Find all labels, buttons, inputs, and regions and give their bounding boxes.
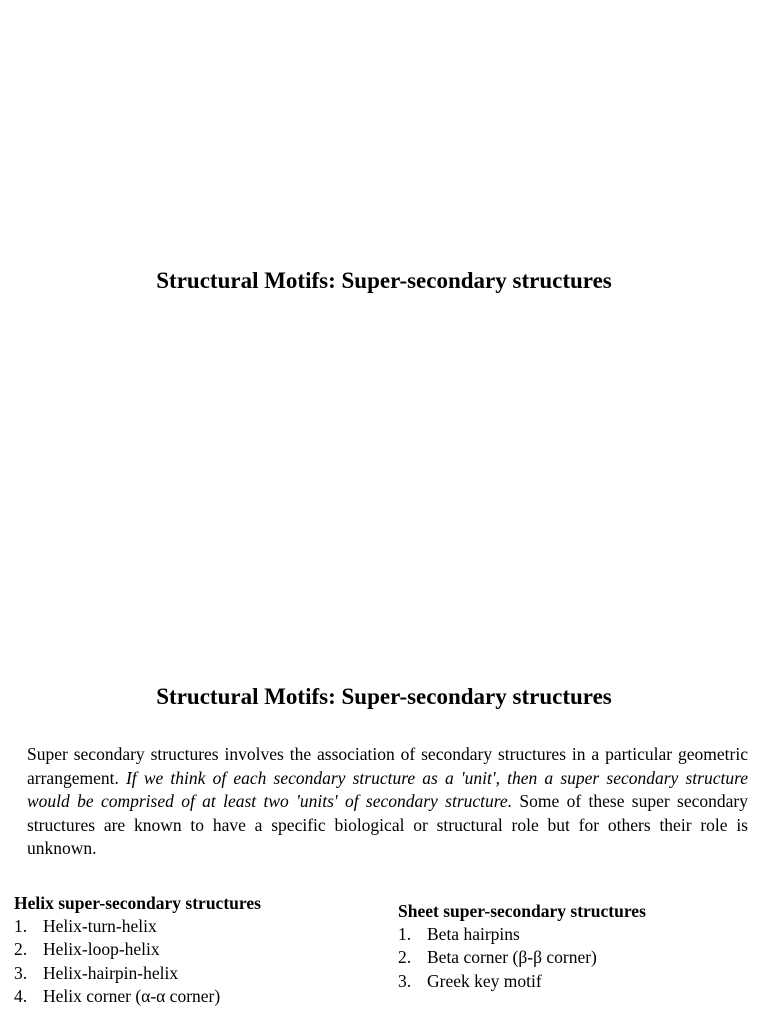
item-text: Helix-hairpin-helix (43, 962, 179, 983)
slide-title: Structural Motifs: Super-secondary structures (156, 268, 612, 293)
list-item (398, 923, 728, 946)
item-text: Helix-loop-helix (43, 939, 160, 960)
item-number: 3. (14, 962, 28, 983)
item-number: 1. (398, 924, 412, 945)
intro-paragraph (27, 743, 748, 861)
list-item (398, 946, 728, 969)
list-item (14, 938, 344, 961)
sheet-heading: Sheet super-secondary structures (398, 901, 646, 921)
section-title: Structural Motifs: Super-secondary structures (156, 684, 612, 709)
intro-text-italic: If we think of each secondary structure as a 'unit', then a super secondary structure would be comprised of at least two 'units' of secondary structure. (27, 767, 748, 812)
item-text: Greek key motif (427, 970, 542, 991)
item-text: Helix corner (α-α corner) (43, 985, 221, 1006)
item-text: Helix-turn-helix (43, 916, 157, 937)
item-number: 1. (14, 916, 28, 937)
list-item (14, 985, 344, 1008)
item-number: 2. (14, 939, 28, 960)
intro-text-end: Some of these super secondary structures are known to have a specific biological or structural role but for others their role is unknown. (27, 791, 748, 859)
list-item (398, 970, 728, 993)
helix-items (14, 915, 344, 1008)
item-number: 2. (398, 947, 412, 968)
helix-structures-list (14, 892, 344, 1008)
item-number: 4. (14, 985, 28, 1006)
item-text: Beta corner (β-β corner) (427, 947, 597, 968)
helix-heading: Helix super-secondary structures (14, 893, 261, 913)
sheet-items (398, 923, 728, 993)
item-number: 3. (398, 970, 412, 991)
sheet-structures-list (398, 900, 728, 993)
item-text: Beta hairpins (427, 924, 520, 945)
list-item (14, 962, 344, 985)
intro-text-start: Super secondary structures involves the association of secondary structures in a particular geometric arrangement. (27, 744, 748, 788)
list-item (14, 915, 344, 938)
